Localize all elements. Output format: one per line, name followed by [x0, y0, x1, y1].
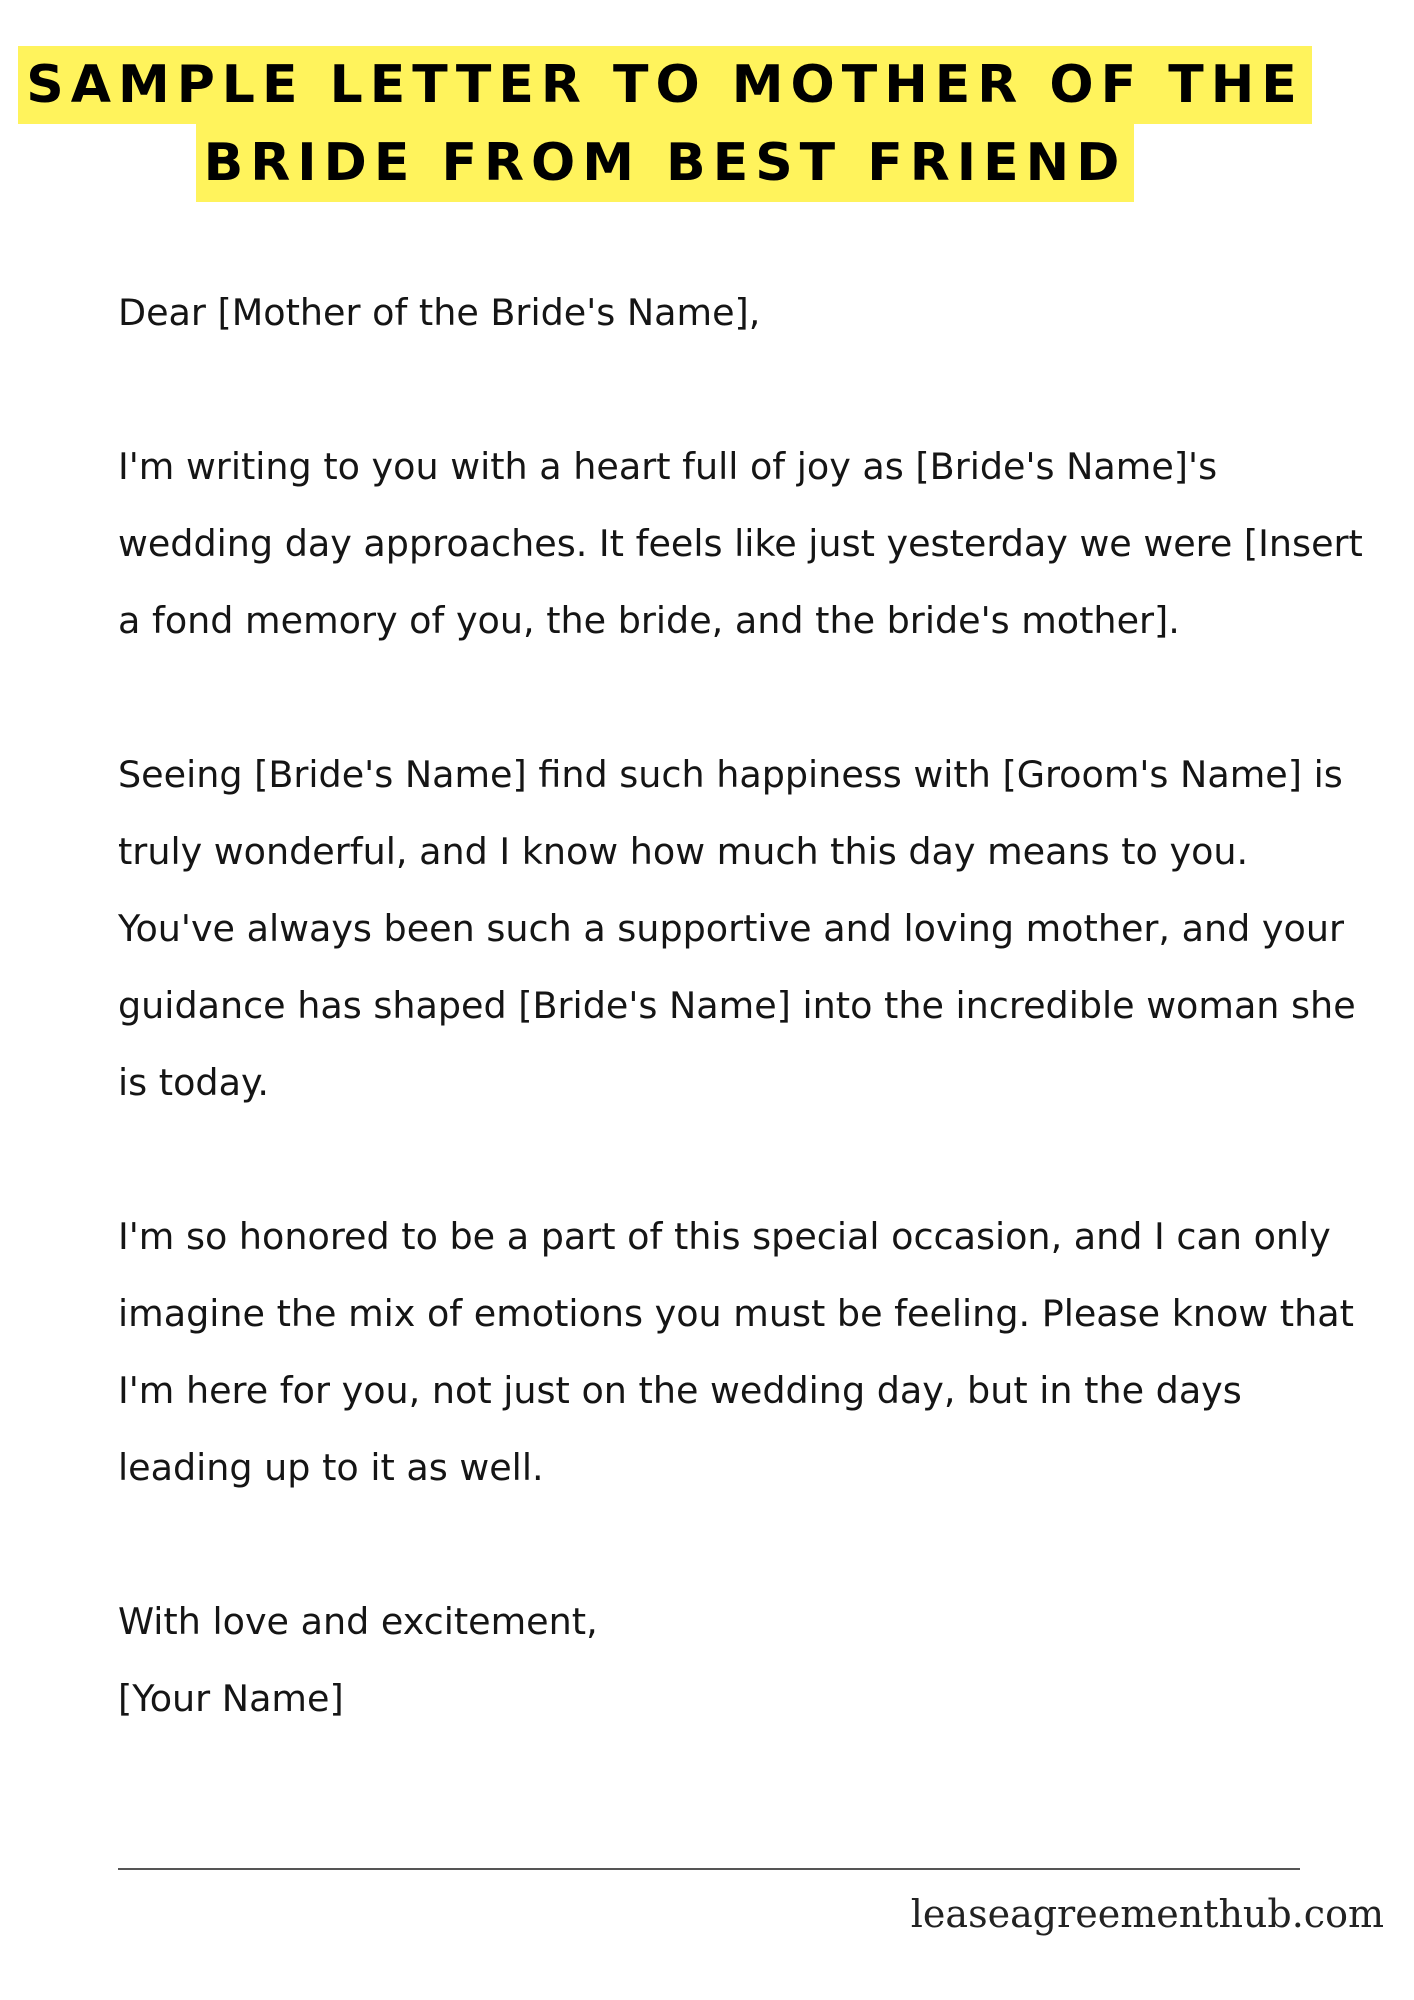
closing: With love and excitement, — [118, 1600, 598, 1643]
footer-site: leaseagreementhub.com — [910, 1892, 1384, 1936]
letter-body — [118, 274, 1363, 1737]
signature: [Your Name] — [118, 1677, 344, 1720]
page-title — [0, 46, 1330, 202]
title-line-1: SAMPLE LETTER TO MOTHER OF THE — [18, 46, 1312, 124]
title-line-2: BRIDE FROM BEST FRIEND — [196, 124, 1135, 202]
paragraph-1: I'm writing to you with a heart full of joy as [Bride's Name]'s wedding day approaches. It feels like just yesterday we were [Insert a fond memory of you, the bride, and the bride's mother]. — [118, 445, 1363, 642]
salutation: Dear [Mother of the Bride's Name], — [118, 291, 761, 334]
paragraph-3: I'm so honored to be a part of this special occasion, and I can only imagine the mix of emotions you must be feeling. Please know that I'm here for you, not just on the wedding day, but in the days leading up to it as well. — [118, 1215, 1354, 1489]
paragraph-2: Seeing [Bride's Name] find such happiness with [Groom's Name] is truly wonderful, and I know how much this day means to you. You've always been such a supportive and loving mother, and your guidance has shaped [Bride's Name] into the incredible woman she is today. — [118, 753, 1356, 1104]
footer-divider — [118, 1868, 1300, 1870]
